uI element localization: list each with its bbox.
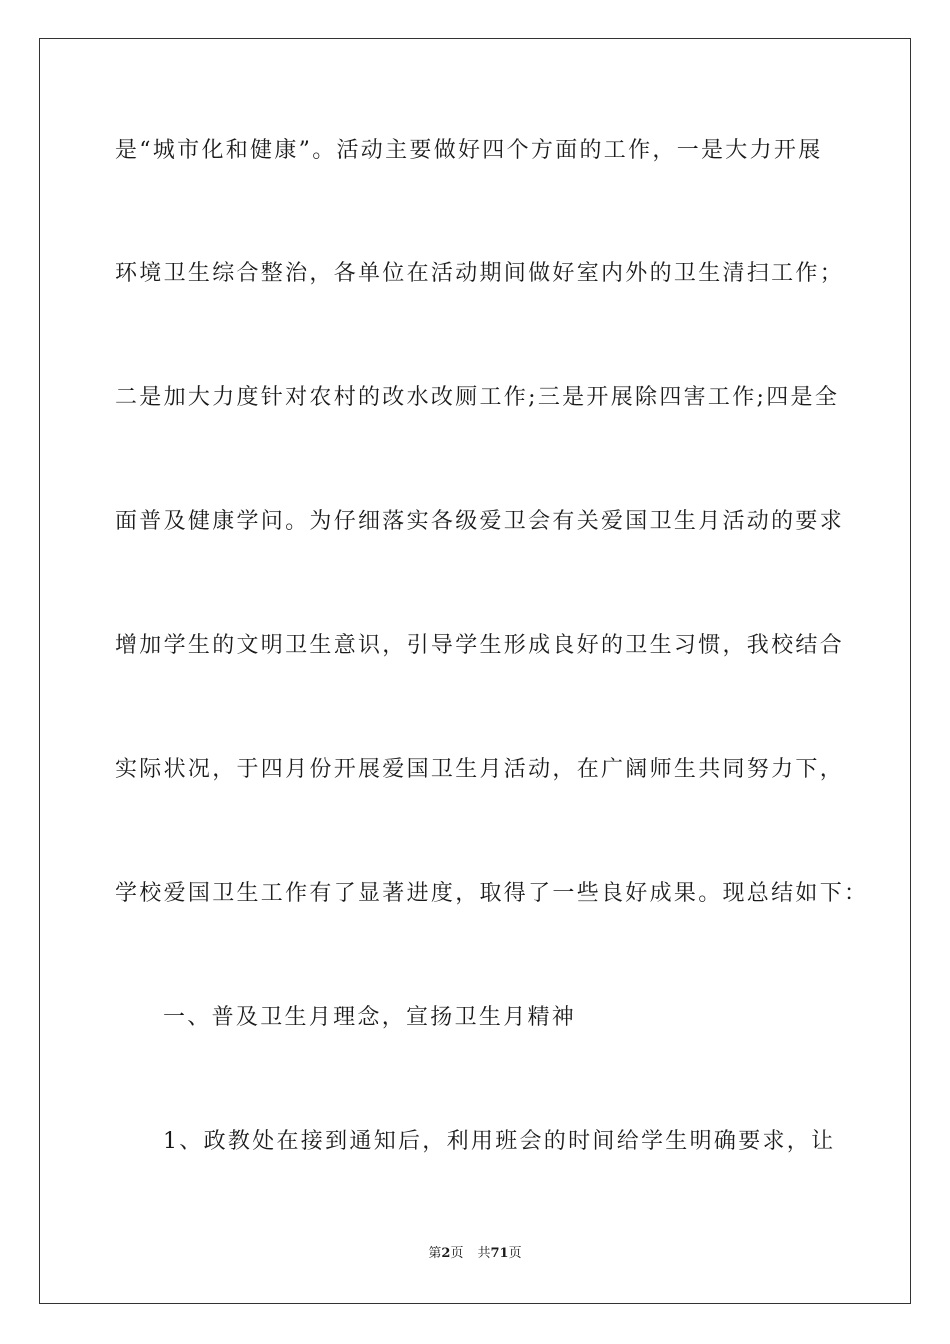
body-line: 实际状况，于四月份开展爱国卫生月活动，在广阔师生共同努力下，	[115, 757, 845, 782]
section-heading: 一、普及卫生月理念，宣扬卫生月精神	[163, 1005, 577, 1030]
body-line: 1、政教处在接到通知后，利用班会的时间给学生明确要求，让	[163, 1129, 836, 1154]
page-footer	[0, 1245, 950, 1263]
total-pages: 71	[490, 1246, 509, 1261]
page-number: 2	[441, 1246, 451, 1261]
total-suffix: 页	[508, 1246, 522, 1261]
page-prefix: 第	[428, 1246, 442, 1261]
body-line: 二是加大力度针对农村的改水改厕工作;三是开展除四害工作;四是全	[115, 385, 840, 410]
body-line: 面普及健康学问。为仔细落实各级爱卫会有关爱国卫生月活动的要求	[115, 509, 845, 534]
body-line: 是“城市化和健康”。活动主要做好四个方面的工作，一是大力开展	[115, 138, 823, 163]
body-line: 学校爱国卫生工作有了显著进度，取得了一些良好成果。现总结如下：	[115, 881, 869, 906]
body-line: 增加学生的文明卫生意识，引导学生形成良好的卫生习惯，我校结合	[115, 633, 845, 658]
page-suffix: 页	[450, 1246, 464, 1261]
page-border	[39, 38, 911, 1304]
total-prefix: 共	[477, 1246, 491, 1261]
body-line: 环境卫生综合整治，各单位在活动期间做好室内外的卫生清扫工作；	[115, 261, 845, 286]
